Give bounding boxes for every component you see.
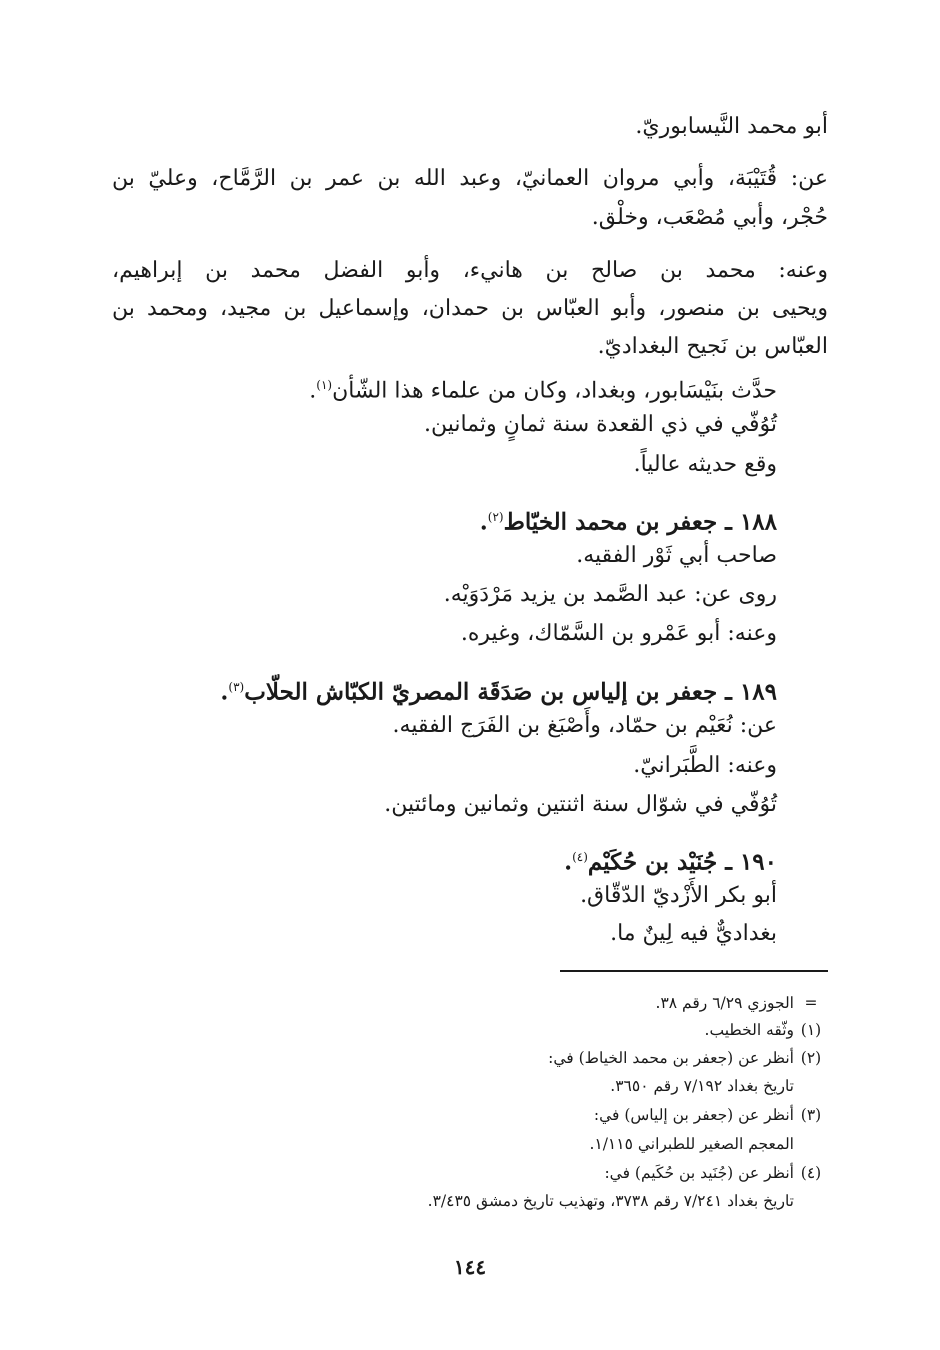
- footnote-text: أنظر عن (جعفر بن إلياس) في:: [593, 1106, 794, 1124]
- footnote-mark: (٤): [800, 1164, 822, 1182]
- footnote-mark: =: [804, 994, 818, 1012]
- footnote-ref: (٢): [487, 510, 504, 524]
- footnote-mark: (١): [800, 1021, 822, 1039]
- text-line: روى عن: عبد الصَّمد بن يزيد مَرْدَوَيْه.: [443, 582, 777, 607]
- footnote-continuation: تاريخ بغداد ٧/٢٤١ رقم ٣٧٣٨، وتهذيب تاريخ دمشق ٣/٤٣٥.: [427, 1192, 794, 1210]
- text-line: العبّاس بن نَجيح البغداديّ.: [597, 334, 828, 359]
- footnote-text: أنظر عن (جُنَيد بن حُكَيم) في:: [604, 1164, 794, 1182]
- text-line: ويحيى بن منصور، وأبو العبّاس بن حمدان، وإسماعيل بن مجيد، ومحمد بن: [112, 296, 828, 321]
- footnote-mark: (٢): [800, 1049, 822, 1067]
- text-line: تُوُفّي في شوّال سنة اثنتين وثمانين ومائتين.: [384, 792, 777, 817]
- entry-title: ١٨٨ ـ جعفر بن محمد الخيّاط: [503, 508, 777, 536]
- footnote-continuation: تاريخ بغداد ٧/١٩٢ رقم ٣٦٥٠.: [610, 1077, 794, 1095]
- footnote: [604, 1162, 828, 1184]
- text-line-body: حدَّث بنَيْسَابور، وبغداد، وكان من علماء هذا الشّأن: [332, 378, 777, 404]
- text-line: وقع حديثه عالياً.: [633, 452, 777, 477]
- footnote-text: وثّقه الخطيب.: [704, 1021, 794, 1039]
- entry-title-end: .: [220, 678, 229, 706]
- footnote-text: الجوزي ٦/٢٩ رقم ٣٨.: [655, 994, 794, 1012]
- footnote: [656, 992, 828, 1014]
- entry-title-end: .: [479, 508, 488, 536]
- text-line: [309, 370, 777, 406]
- footnote: [705, 1019, 828, 1041]
- entry-title: ١٨٩ ـ جعفر بن إلياس بن صَدَقَة المصريّ الكبّاش الحلّاب: [244, 678, 777, 706]
- text-line: بغداديٌّ فيه لِينٌ ما.: [610, 921, 777, 946]
- footnote-ref: (٣): [228, 680, 245, 694]
- text-line: تُوُفّي في ذي القعدة سنة ثمانٍ وثمانين.: [423, 412, 777, 437]
- text-line: وعنه: أبو عَمْرو بن السَّمّاك، وغيره.: [460, 621, 777, 646]
- footnote: [594, 1104, 828, 1126]
- text-line: وعنه: الطَّبَرانيّ.: [633, 753, 777, 778]
- text-line: أبو محمد النَّيسابوريّ.: [635, 114, 828, 139]
- footnote-continuation: المعجم الصغير للطبراني ١/١١٥.: [589, 1135, 794, 1153]
- page-number: ١٤٤: [453, 1255, 487, 1279]
- footnote-divider: [560, 970, 828, 972]
- text-line: صاحب أبي ثَوْر الفقيه.: [576, 543, 777, 568]
- entry-title: ١٩٠ ـ جُنَيْد بن حُكَيْم: [587, 848, 777, 876]
- footnote-ref: (٤): [572, 850, 588, 864]
- text-line: عن: قُتَيْبَة، وأبي مروان العمانيّ، وعبد الله بن عمر بن الرَّمَّاح، وعليّ بن: [112, 166, 828, 191]
- footnote-ref: (١): [316, 378, 333, 392]
- entry-title-end: .: [564, 848, 573, 876]
- text-line: حُجْر، وأبي مُصْعَب، وخلْق.: [591, 205, 828, 230]
- text-line: عن: نُعَيْم بن حمّاد، وأَصْبَغ بن الفَرَج الفقيه.: [392, 713, 777, 738]
- text-line: أبو بكر الأَزْديّ الدّقّاق.: [580, 883, 777, 908]
- text-line: وعنه: محمد بن صالح بن هانيء، وأبو الفضل محمد بن إبراهيم،: [112, 258, 828, 283]
- footnote: [548, 1047, 828, 1069]
- entry-heading-189: [220, 672, 777, 708]
- entry-heading-188: [480, 502, 777, 538]
- entry-heading-190: [564, 842, 777, 878]
- footnote-mark: (٣): [800, 1106, 822, 1124]
- footnote-text: أنظر عن (جعفر بن محمد الخياط) في:: [548, 1049, 794, 1067]
- text-line-end: .: [309, 378, 317, 404]
